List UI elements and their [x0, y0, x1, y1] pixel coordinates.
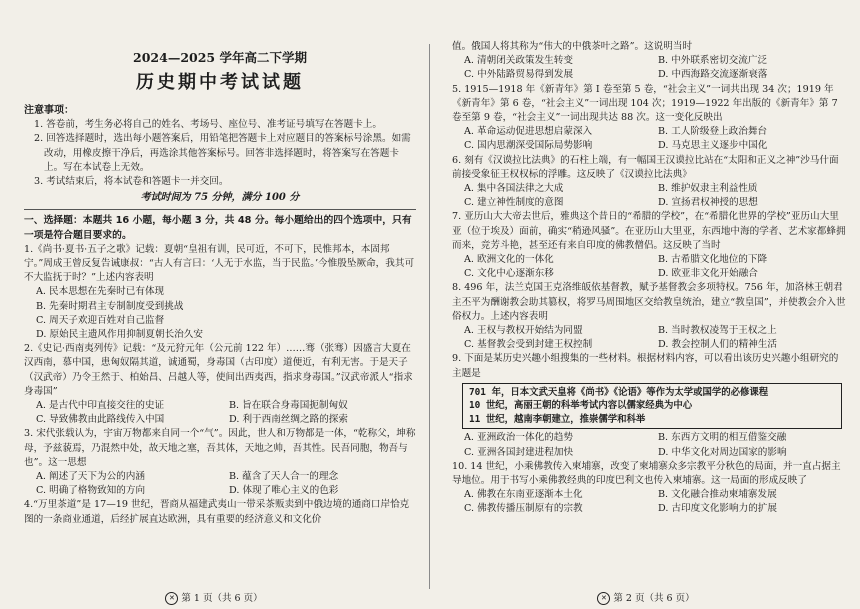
material-line: 10 世纪，高丽王朝的科举考试内容以儒家经典为中心: [469, 400, 693, 412]
answer-option: A. 民本思想在先秦时已有体现: [36, 286, 165, 298]
answer-option: C. 明确了格物致知的方向: [36, 485, 146, 497]
question-block: [24, 243, 416, 342]
question-stem: 7. 亚历山大大帝去世后，雅典这个昔日的“希腊的学校”，在“希腊化世界的学校”亚历山大里亚（位于埃及）面前，确实“稍逊风骚”。在亚历山大里亚，东西地中海的学者、艺术家都蜂拥而来，竞芳斗艳，甚至还有来自印度的佛教僧侣。这反映了当时: [452, 211, 846, 251]
question-stem: 5. 1915—1918 年《新青年》第 I 卷至第 5 卷，“社会主义”一词共出现 34 次；1919 年《新青年》第 6 卷，“社会主义”一词出现 104 次；1919—1922 年出版的《新青年》第 7 卷至第 9 卷，“社会主义”一词出现共达 88 次。这一变化反映出: [452, 83, 838, 124]
right-question-list: [452, 40, 846, 517]
notes-heading: 注意事项：: [24, 105, 74, 116]
note-item: 3. 考试结束后，将本试卷和答题卡一并交回。: [34, 176, 229, 188]
question-block: [452, 154, 846, 211]
answer-option: B. 先秦时期君主专制制度受到挑战: [36, 300, 184, 312]
answer-option: B. 中外联系密切交流广泛: [658, 55, 768, 67]
answer-option: D. 欧亚非文化开始融合: [658, 268, 758, 280]
option-group: [452, 431, 846, 459]
left-question-list: [24, 243, 416, 527]
question-stem: 值。俄国人将其称为“伟大的中俄茶叶之路”。这说明当时: [452, 41, 693, 52]
question-block: [452, 281, 846, 352]
question-block: [452, 352, 846, 459]
answer-option: B. 旨在联合身毒国扼制匈奴: [229, 400, 348, 412]
answer-option: A. 佛教在东南亚逐渐本土化: [464, 489, 583, 501]
footer-page-number: 第 1 页（共 6 页）: [181, 593, 263, 604]
question-stem: 10. 14 世纪，小乘佛教传入柬埔寨，改变了柬埔寨众多宗教平分秋色的局面，并一直占据主导地位。用于书写小乘佛教经典的印度巴利文也传入柬埔寨。这一局面的形成反映了: [452, 460, 841, 486]
answer-option: D. 古印度文化影响力的扩展: [658, 503, 777, 515]
answer-option: C. 基督教会受到封建王权控制: [464, 339, 593, 351]
exam-title: 历史期中考试试题: [136, 72, 304, 93]
answer-option: C. 建立神性制度的意图: [464, 197, 564, 209]
answer-option: B. 蕴含了天人合一的理念: [229, 471, 339, 483]
material-line: 11 世纪，越南李朝建立，推崇儒学和科举: [469, 413, 646, 425]
question-stem: 4.“万里茶道”是 17—19 世纪，晋商从福建武夷山一带采茶贩卖到中俄边境的通商口岸恰克图的一条商业通道，后经扩展直达欧洲，具有重要的经济意义和文化价: [24, 499, 410, 525]
option-group: [452, 182, 846, 210]
answer-option: A. 集中各国法律之大成: [464, 183, 564, 195]
option-group: [452, 253, 846, 281]
question-block: [24, 498, 416, 526]
answer-option: D. 宣扬君权神授的思想: [658, 197, 758, 209]
answer-option: A. 王权与教权开始结为同盟: [464, 325, 583, 337]
answer-option: D. 体现了唯心主义的色彩: [229, 485, 339, 497]
answer-option: B. 当时教权凌驾于王权之上: [658, 325, 777, 337]
option-group: [24, 399, 416, 427]
answer-option: A. 革命运动促进思想启蒙深入: [464, 126, 593, 138]
question-stem: 6. 刻有《汉谟拉比法典》的石柱上端，有一幅国王汉谟拉比站在“太阳和正义之神”沙马什面前接受象征王权权标的浮雕。这反映了《汉谟拉比法典》: [452, 154, 839, 180]
answer-option: B. 文化融合推动柬埔寨发展: [658, 489, 777, 501]
answer-option: B. 维护奴隶主利益性质: [658, 183, 758, 195]
option-group: [24, 470, 416, 498]
option-group: [452, 125, 846, 153]
footer-page-number: 第 2 页（共 6 页）: [613, 593, 695, 604]
option-group: [452, 488, 846, 516]
note-item: 1. 答卷前，考生务必将自己的姓名、考场号、座位号、准考证号填写在答题卡上。: [34, 119, 382, 131]
answer-option: D. 教会控制人们的精神生活: [658, 339, 777, 351]
publisher-logo-icon: ✕: [597, 592, 610, 605]
answer-option: B. 东西方文明的相互借鉴交融: [658, 432, 787, 444]
answer-option: A. 清朝闭关政策发生转变: [464, 55, 573, 67]
page-footer: [432, 590, 860, 605]
question-stem: 9. 下面是某历史兴趣小组搜集的一些材料。根据材料内容，可以看出该历史兴趣小组研究的主题是: [452, 353, 839, 379]
page-divider: [429, 44, 430, 589]
answer-option: C. 亚洲各国封建进程加快: [464, 446, 574, 458]
publisher-logo-icon: ✕: [165, 592, 178, 605]
material-box: [462, 383, 842, 430]
left-page: [0, 0, 428, 609]
question-stem: 8. 496 年，法兰克国王克洛维皈依基督教，赋予基督教会多项特权。756 年，加洛林王朝君主丕平为酬谢教会助其篡权，将罗马周围地区交给教皇统治，建立“教皇国”，并使教会介入世俗权力。上述内容表明: [452, 282, 846, 322]
answer-option: B. 工人阶级登上政治舞台: [658, 126, 768, 138]
answer-option: C. 周天子欢迎百姓对自己监督: [36, 314, 165, 326]
question-stem: 2.《史记·西南夷列传》记载：“及元狩元年（公元前 122 年）……骞（张骞）因盛言大夏在汉西南，慕中国，患匈奴隔其道，诚通蜀，身毒国（古印度）道便近，有利无害。于是天子（汉武帝）乃令王然于、柏始昌、吕越人等，使间出西夷西，指求身毒国。”汉武帝派人“指求身毒国”: [24, 343, 413, 397]
question-block: [452, 40, 846, 83]
answer-option: C. 导致佛教由此路线传入中国: [36, 414, 165, 426]
left-page-content: [24, 46, 416, 585]
option-group: [452, 54, 846, 82]
answer-option: A. 阐述了天下为公的内涵: [36, 471, 145, 483]
answer-option: D. 中西海路交流逐渐衰落: [658, 69, 768, 81]
note-item: 2. 回答选择题时，选出每小题答案后，用铅笔把答题卡上对应题目的答案标号涂黑。如需改动，用橡皮擦干净后，再选涂其他答案标号。回答非选择题时，将答案写在答题卡上。写在本试卷上无效。: [34, 133, 411, 173]
exam-time-line: 考试时间为 75 分钟，满分 100 分: [140, 192, 300, 204]
option-group: [24, 285, 416, 342]
answer-option: D. 中华文化对周边国家的影响: [658, 446, 787, 458]
answer-option: B. 古希腊文化地位的下降: [658, 254, 768, 266]
question-block: [452, 210, 846, 281]
answer-option: A. 是古代中印直接交往的史证: [36, 400, 165, 412]
answer-option: D. 原始民主遗风作用抑制夏朝长治久安: [36, 329, 203, 341]
answer-option: C. 国内思潮深受国际局势影响: [464, 140, 593, 152]
material-line: 701 年，日本文武天皇将《尚书》《论语》等作为太学或国学的必修课程: [469, 386, 769, 398]
answer-option: D. 利于西南丝绸之路的探索: [229, 414, 348, 426]
section-divider: [24, 209, 416, 210]
question-block: [24, 427, 416, 498]
section-heading: 一、选择题：本题共 16 小题，每小题 3 分，共 48 分。每小题给出的四个选项中，只有一项是符合题目要求的。: [24, 215, 412, 241]
question-block: [452, 83, 846, 154]
question-stem: 1.《尚书·夏书·五子之歌》记载：夏朝“皇祖有训，民可近，不可下，民惟邦本，本固邦宁。”周成王曾反复告诫康叔：“古人有言曰：‘人无于水监，当于民监。’今惟殷坠厥命，我其可不大监抚于时？”上述内容表明: [24, 243, 415, 284]
question-stem: 3. 宋代张载认为，宇宙万物都来自同一个“气”。因此，世人和万物都是一体，“乾称父，坤称母，予兹藐焉，乃混然中处，故天地之塞，吾其体，天地之帅，吾其性。民吾同胞，物吾与也”。这一思想: [24, 428, 416, 468]
option-group: [452, 324, 846, 352]
page-footer: [0, 590, 428, 605]
right-page: [432, 0, 860, 609]
question-block: [452, 460, 846, 517]
right-page-content: [452, 40, 846, 585]
answer-option: D. 马克思主义逐步中国化: [658, 140, 768, 152]
question-block: [24, 342, 416, 427]
answer-option: C. 中外陆路贸易得到发展: [464, 69, 574, 81]
answer-option: C. 文化中心逐渐东移: [464, 268, 554, 280]
answer-option: A. 亚洲政治一体化的趋势: [464, 432, 573, 444]
answer-option: A. 欧洲文化的一体化: [464, 254, 554, 266]
year-title: 2024—2025 学年高二下学期: [133, 50, 307, 65]
answer-option: C. 佛教传播压制原有的宗教: [464, 503, 583, 515]
